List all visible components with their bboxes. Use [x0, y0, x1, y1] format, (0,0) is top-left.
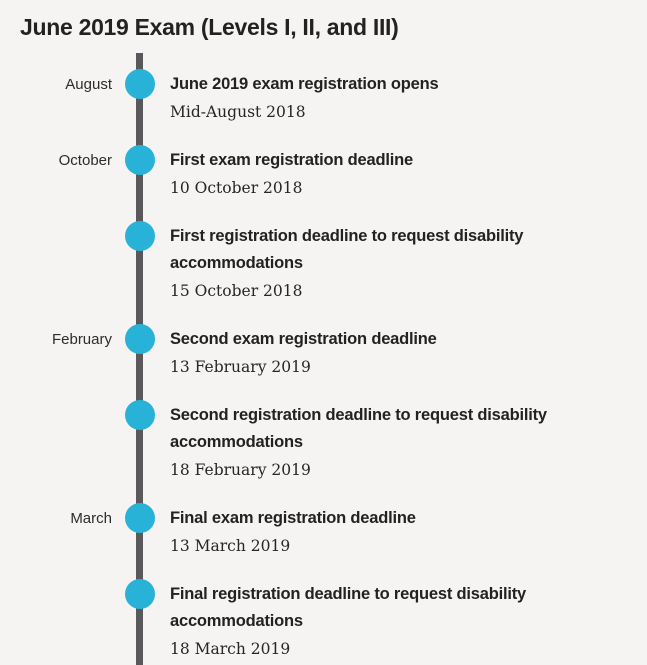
entry-title: Second exam registration deadline — [170, 330, 437, 348]
timeline-dot-icon — [125, 221, 155, 251]
timeline-entry — [0, 71, 647, 123]
entry-content — [170, 402, 620, 481]
entry-title: First exam registration deadline — [170, 151, 414, 169]
timeline-entry — [0, 402, 647, 481]
timeline-entry — [0, 326, 647, 378]
month-label: February — [51, 331, 112, 348]
timeline-dot-icon — [125, 503, 155, 533]
entry-date: 10 October 2018 — [170, 179, 303, 197]
timeline-dot-icon — [125, 145, 155, 175]
timeline — [0, 71, 647, 660]
month-label: March — [70, 510, 112, 527]
entry-content — [170, 223, 620, 302]
timeline-entry — [0, 581, 647, 660]
entry-content — [170, 581, 620, 660]
month-label: August — [65, 76, 112, 93]
timeline-dot-icon — [125, 69, 155, 99]
timeline-entry — [0, 223, 647, 302]
entry-date: 15 October 2018 — [170, 282, 303, 300]
entry-title: Final registration deadline to request disability accommodations — [170, 585, 527, 630]
entry-date: 13 March 2019 — [170, 537, 291, 555]
entry-content — [170, 326, 620, 378]
timeline-dot-icon — [125, 324, 155, 354]
page-title: June 2019 Exam (Levels I, II, and III) — [20, 14, 399, 40]
entry-content — [170, 71, 620, 123]
entry-content — [170, 505, 620, 557]
entry-title: First registration deadline to request disability accommodations — [170, 227, 524, 272]
timeline-dot-icon — [125, 400, 155, 430]
entry-title: Final exam registration deadline — [170, 509, 416, 527]
entry-date: 18 March 2019 — [170, 640, 291, 658]
timeline-entry — [0, 147, 647, 199]
entry-date: 18 February 2019 — [170, 461, 311, 479]
month-label: October — [58, 152, 112, 169]
entry-title: Second registration deadline to request disability accommodations — [170, 406, 547, 451]
timeline-entry — [0, 505, 647, 557]
entry-title: June 2019 exam registration opens — [170, 75, 439, 93]
entry-date: Mid-August 2018 — [170, 103, 306, 121]
entry-date: 13 February 2019 — [170, 358, 311, 376]
timeline-dot-icon — [125, 579, 155, 609]
entry-content — [170, 147, 620, 199]
